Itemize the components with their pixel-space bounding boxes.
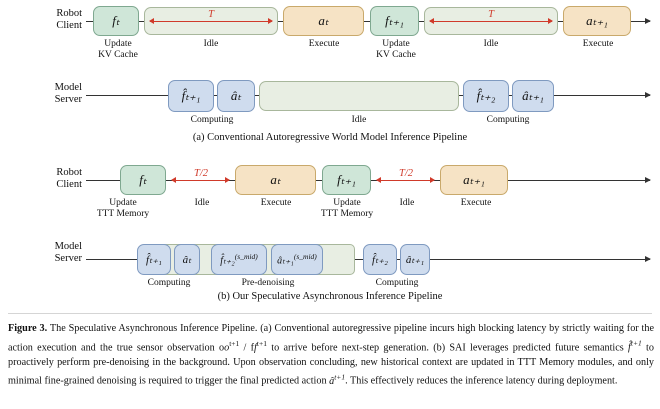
panel-a-subcaption: (a) Conventional Autoregressive World Model Inference Pipeline [192, 132, 468, 143]
panel-b-pre-denoising-caption: Pre-denoising [241, 278, 295, 288]
panel-b-idle-caption-1: Idle [194, 198, 210, 208]
panel-a-update-kv-1: Update KV Cache [98, 39, 138, 60]
panel-a-latency-arrow-2 [430, 21, 552, 22]
panel-a-latency-arrow-1 [150, 21, 272, 22]
panel-a-latency-label-2: T [488, 9, 494, 20]
figure-body-4: to proactively perform pre-denoising in the background. Upon observation concluding, new historical context are updated in TTT Memory modules, and only minimal fine-grained denoising is required to trigger the final predicted action [8, 341, 654, 387]
figure-body-3: to arrive before next-step generation. (b) SAI leverages predicted future semantics [266, 341, 629, 353]
panel-a-server-block-fhat-t1: f̂ₜ₊₁ [168, 80, 214, 112]
caption-divider [8, 313, 652, 314]
panel-a-server-block-fhat-t2: f̂ₜ₊₂ [463, 80, 509, 112]
panel-a-idle-caption-1: Idle [203, 39, 219, 49]
lane-label-line2: Client [56, 179, 82, 190]
panel-b-execute-caption-2: Execute [460, 198, 492, 208]
figure-body-1: (a) Conventional autoregressive pipeline incurs high blocking latency by strictly waiting for the action execution and the true sensor observation o [8, 323, 654, 353]
panel-a-execute-caption-1: Execute [308, 39, 340, 49]
panel-a-client-block-ft: fₜ [93, 6, 139, 36]
figure-caption: Figure 3. The Speculative Asynchronous Inference Pipeline. (a) Conventional autoregressive pipeline incurs high blocking latency by strictly waiting for the action execution and the true sensor observation $oo^{t+1} / ff^{t+1}$ to arrive before next-step generation. (b) SAI leverages predicted future semantics f̂$^{t+1}$ to proactively perform pre-denoising in the background. Upon observation concluding, new historical context are updated in TTT Memory modules, and only minimal fine-grained denoising is required to trigger the final predicted action â$^{t+1}$. This effectively reduces the inference latency during deployment. [8, 323, 654, 387]
lane-label-line1: Model [54, 241, 82, 252]
figure-body-2: / f [239, 341, 255, 353]
panel-a-idle-caption-2: Idle [483, 39, 499, 49]
panel-b-client-block-ft1: fₜ₊₁ [322, 165, 371, 195]
panel-a-server-block-ahat-t: âₜ [217, 80, 255, 112]
panel-b-computing-caption-2: Computing [375, 278, 419, 288]
panel-b-update-ttt-1: Update TTT Memory [96, 198, 150, 219]
panel-b-server-block-fhat-t2: f̂ₜ₊₂ [363, 244, 397, 275]
panel-a-server-idle [259, 81, 459, 111]
lane-label-line1: Robot [56, 167, 82, 178]
panel-b-client-block-at: aₜ [235, 165, 316, 195]
panel-b-server-block-ahat-t1: âₜ₊₁ [400, 244, 430, 275]
figure-title: The Speculative Asynchronous Inference Pipeline. [49, 323, 258, 334]
panel-a-computing-caption-1: Computing [190, 115, 234, 125]
panel-b-latency-arrow-1 [172, 180, 229, 181]
figure-number: Figure 3. [8, 323, 48, 334]
panel-b-idle-caption-2: Idle [399, 198, 415, 208]
panel-a-latency-label-1: T [208, 9, 214, 20]
panel-a-model-server-label [14, 82, 82, 106]
lane-label-line2: Server [54, 253, 82, 264]
panel-b-server-block-fhat-t2-smid: f̂ₜ₊₂$^{(s\_mid)}$ [211, 244, 267, 275]
lane-label-line1: Model [54, 82, 82, 93]
lane-label-line2: Server [54, 94, 82, 105]
panel-b-execute-caption-1: Execute [260, 198, 292, 208]
panel-b-server-block-fhat-t1: f̂ₜ₊₁ [137, 244, 171, 275]
panel-b-model-server-label [14, 241, 82, 265]
panel-b-server-block-ahat-t1-smid: âₜ₊₁$^{(s\_mid)}$ [271, 244, 323, 275]
lane-label-line2: Client [56, 20, 82, 31]
panel-b-update-ttt-2: Update TTT Memory [320, 198, 374, 219]
panel-a-client-block-at1: aₜ₊₁ [563, 6, 631, 36]
panel-a-client-block-at: aₜ [283, 6, 364, 36]
panel-a-client-block-ft1: fₜ₊₁ [370, 6, 419, 36]
lane-label-line1: Robot [56, 8, 82, 19]
panel-a-execute-caption-2: Execute [582, 39, 614, 49]
panel-a-server-idle-caption: Idle [351, 115, 367, 125]
panel-b-client-block-at1: aₜ₊₁ [440, 165, 508, 195]
panel-b-subcaption: (b) Our Speculative Asynchronous Inference Pipeline [217, 291, 443, 302]
panel-b-latency-label-1: T/2 [193, 168, 208, 179]
panel-b-client-block-ft: fₜ [120, 165, 166, 195]
panel-b-server-block-ahat-t: âₜ [174, 244, 200, 275]
panel-b-robot-client-label [20, 167, 82, 191]
panel-a-update-kv-2: Update KV Cache [376, 39, 416, 60]
panel-a-robot-client-label [20, 8, 82, 32]
panel-a-computing-caption-2: Computing [486, 115, 530, 125]
panel-b-computing-caption-1: Computing [147, 278, 191, 288]
panel-a-server-block-ahat-t1: âₜ₊₁ [512, 80, 554, 112]
panel-b-latency-label-2: T/2 [398, 168, 413, 179]
figure-body-5: . This effectively reduces the inference latency during deployment. [345, 375, 618, 387]
panel-b-latency-arrow-2 [377, 180, 434, 181]
